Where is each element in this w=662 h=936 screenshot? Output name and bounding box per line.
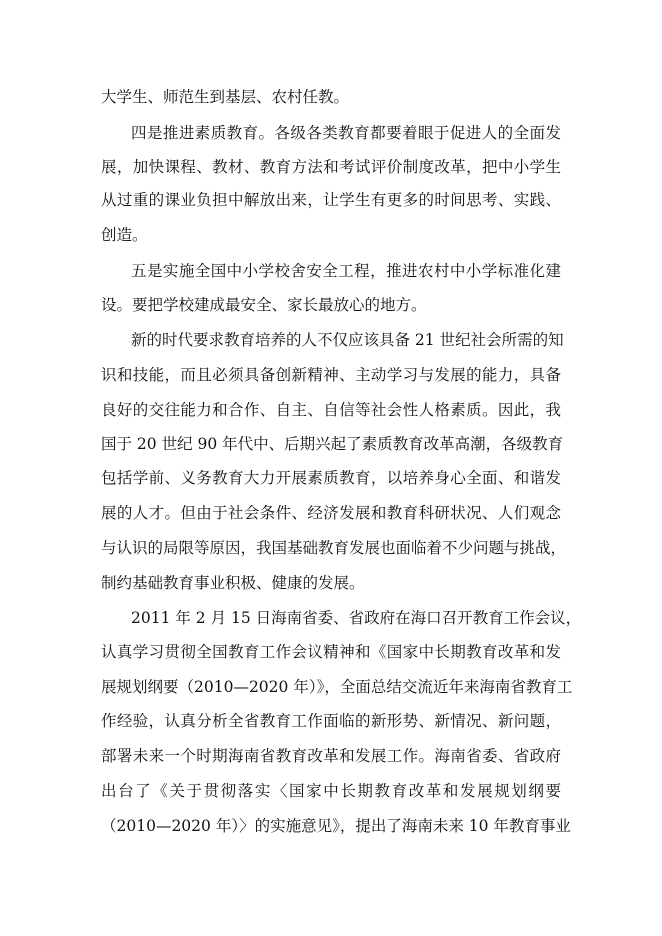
paragraph-start-line: 四是推进素质教育。各级各类教育都要着眼于促进人的全面发 — [131, 124, 561, 142]
text-line: 良好的交往能力和合作、自主、自信等社会性人格素质。因此，我 — [101, 401, 561, 419]
paragraph-start-line: 新的时代要求教育培养的人不仅应该具备 21 世纪社会所需的知 — [131, 331, 564, 349]
text-line: （2010—2020 年）〉的实施意见》，提出了海南未来 10 年教育事业 — [101, 817, 571, 835]
text-line: 展，加快课程、教材、教育方法和考试评价制度改革，把中小学生 — [101, 158, 561, 176]
text-line: 与认识的局限等原因，我国基础教育发展也面临着不少问题与挑战， — [101, 539, 567, 557]
text-line: 展的人才。但由于社会条件、经济发展和教育科研状况、人们观念 — [101, 504, 561, 522]
text-line: 作经验，认真分析全省教育工作面临的新形势、新情况、新问题， — [101, 712, 561, 730]
text-line: 从过重的课业负担中解放出来，让学生有更多的时间思考、实践、 — [101, 191, 561, 209]
paragraph-start-line: 2011 年 2 月 15 日海南省委、省政府在海口召开教育工作会议， — [131, 609, 582, 627]
text-line: 创造。 — [101, 226, 148, 244]
text-line: 展规划纲要（2010—2020 年）》，全面总结交流近年来海南省教育工 — [101, 678, 573, 696]
text-line: 国于 20 世纪 90 年代中、后期兴起了素质教育改革高潮，各级教育 — [101, 435, 564, 453]
text-line: 制约基础教育事业积极、健康的发展。 — [101, 574, 365, 592]
paragraph-start-line: 五是实施全国中小学校舍安全工程，推进农村中小学标准化建 — [131, 262, 561, 280]
text-line: 出台了《关于贯彻落实〈国家中长期教育改革和发展规划纲要 — [101, 782, 561, 800]
text-line: 大学生、师范生到基层、农村任教。 — [101, 88, 350, 106]
text-line: 认真学习贯彻全国教育工作会议精神和《国家中长期教育改革和发 — [101, 643, 561, 661]
text-line: 包括学前、义务教育大力开展素质教育，以培养身心全面、和谐发 — [101, 469, 561, 487]
text-line: 部署未来一个时期海南省教育改革和发展工作。海南省委、省政府 — [101, 747, 561, 765]
text-line: 识和技能，而且必须具备创新精神、主动学习与发展的能力，具备 — [101, 366, 561, 384]
text-line: 设。要把学校建成最安全、家长最放心的地方。 — [101, 296, 427, 314]
